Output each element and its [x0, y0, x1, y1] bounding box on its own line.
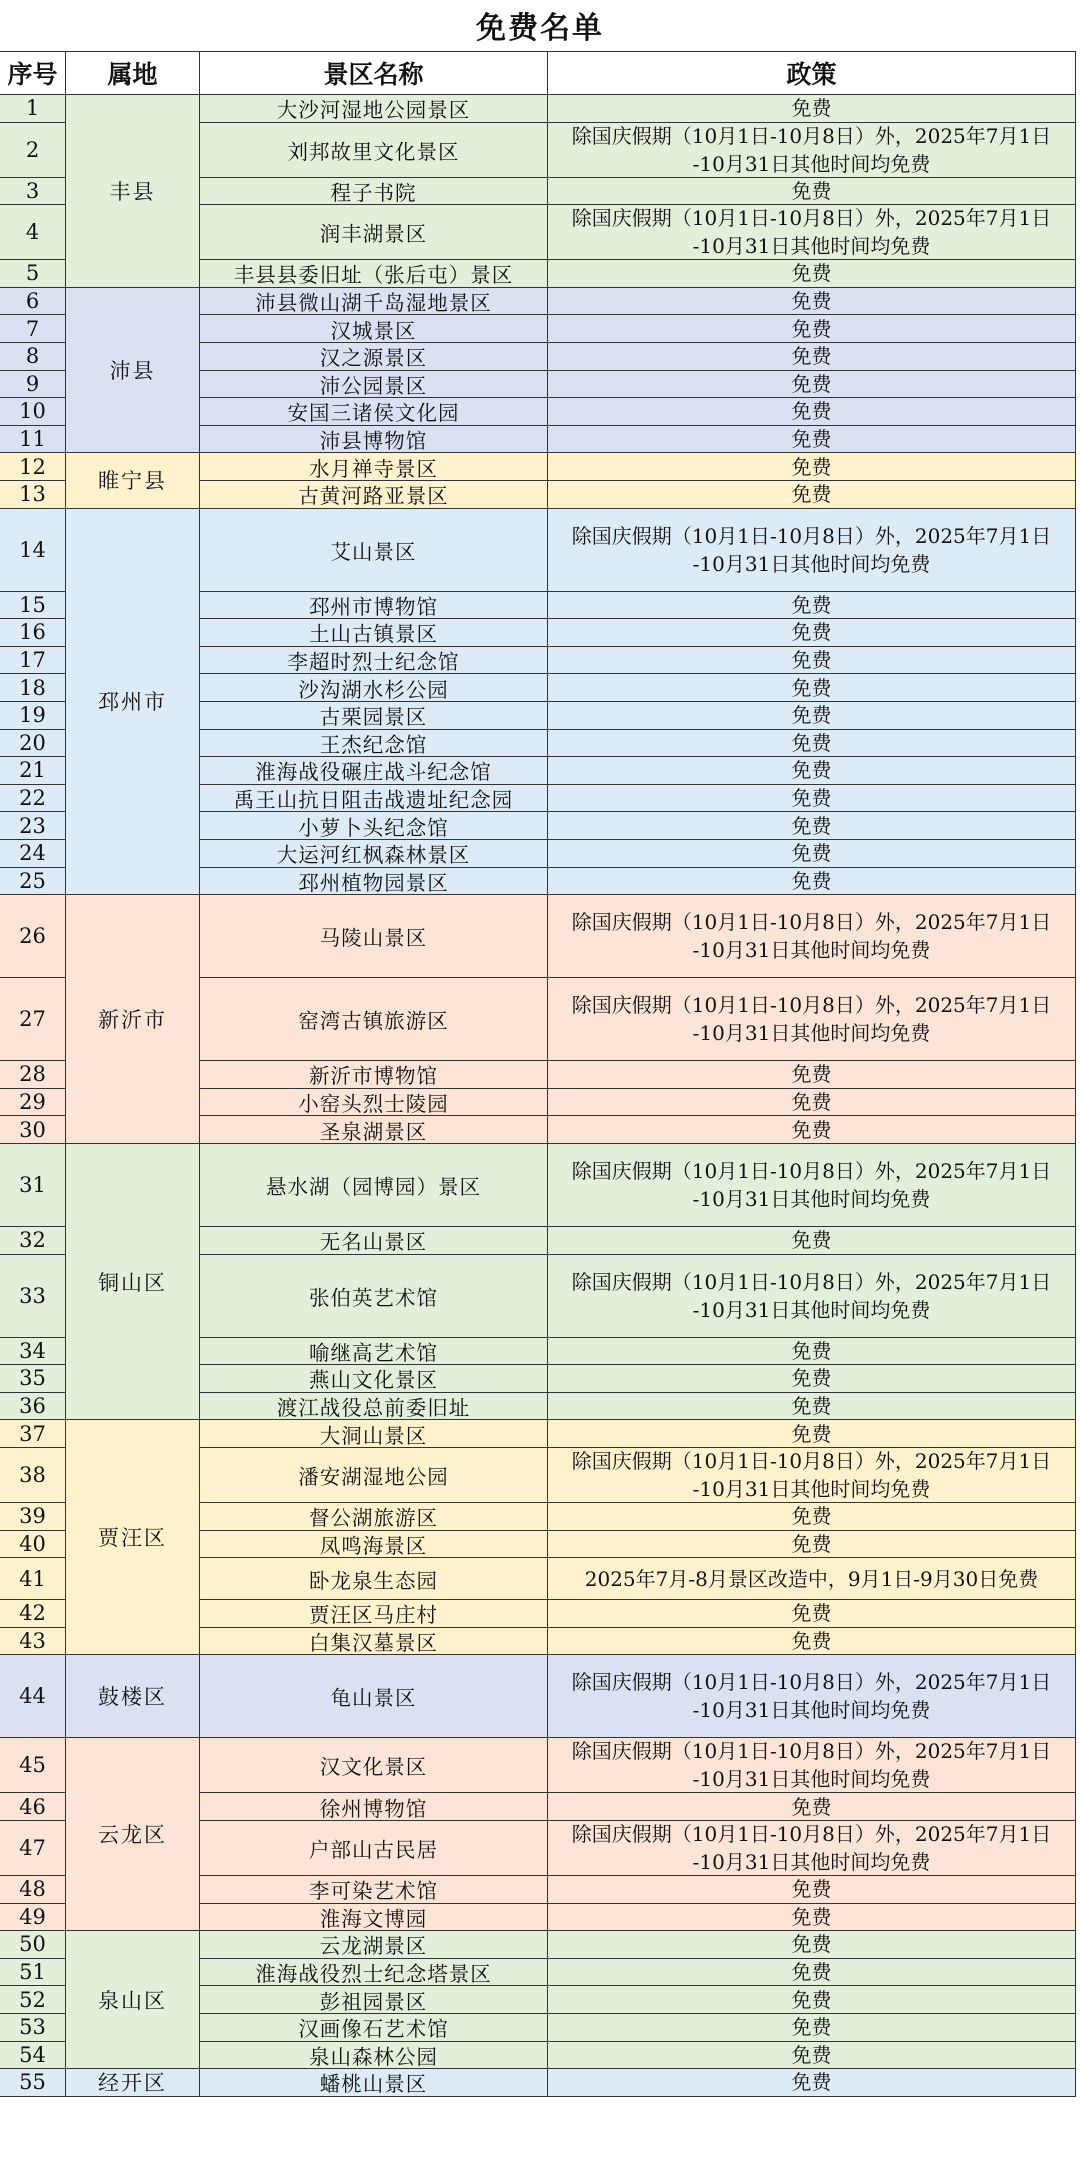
policy-cell [547, 1557, 1076, 1600]
row-index: 1 [0, 94, 66, 123]
region-cell: 鼓楼区 [65, 1654, 200, 1738]
row-index: 30 [0, 1115, 66, 1144]
policy-text: 免费 [791, 813, 832, 838]
scenic-name: 卧龙泉生态园 [199, 1557, 548, 1600]
region-cell: 沛县 [65, 287, 200, 454]
policy-cell [547, 784, 1076, 813]
policy-cell [547, 314, 1076, 343]
region-cell: 经开区 [65, 2068, 200, 2097]
policy-cell [547, 673, 1076, 702]
row-index: 49 [0, 1903, 66, 1932]
policy-text: 除国庆假期（10月1日-10月8日）外，2025年7月1日 [571, 1449, 1052, 1473]
policy-cell [547, 1254, 1076, 1338]
row-index: 38 [0, 1447, 66, 1503]
policy-text: 免费 [791, 1794, 832, 1819]
scenic-name: 蟠桃山景区 [199, 2068, 548, 2097]
policy-text: -10月31日其他时间均免费 [692, 1698, 931, 1723]
row-index: 41 [0, 1557, 66, 1600]
row-index: 28 [0, 1060, 66, 1089]
policy-text: 免费 [791, 868, 832, 893]
row-index: 53 [0, 2013, 66, 2042]
region-cell: 新沂市 [65, 894, 200, 1144]
scenic-name: 大运河红枫森林景区 [199, 839, 548, 868]
scenic-name: 泉山森林公园 [199, 2041, 548, 2070]
policy-cell [547, 287, 1076, 316]
row-index: 36 [0, 1392, 66, 1421]
policy-cell [547, 867, 1076, 896]
row-index: 29 [0, 1088, 66, 1117]
scenic-name: 悬水湖（园博园）景区 [199, 1143, 548, 1227]
scenic-name: 新沂市博物馆 [199, 1060, 548, 1089]
policy-cell [547, 701, 1076, 730]
scenic-name: 淮海战役烈士纪念塔景区 [199, 1958, 548, 1987]
scenic-name: 润丰湖景区 [199, 204, 548, 260]
scenic-name: 古黄河路亚景区 [199, 480, 548, 509]
policy-text: 2025年7月-8月景区改造中，9月1日-9月30日免费 [584, 1566, 1039, 1591]
row-index: 21 [0, 756, 66, 785]
policy-text: 除国庆假期（10月1日-10月8日）外，2025年7月1日 [571, 1269, 1052, 1294]
policy-text: -10月31日其他时间均免费 [692, 551, 931, 576]
policy-cell [547, 1447, 1076, 1503]
policy-cell [547, 729, 1076, 758]
scenic-name: 小窑头烈士陵园 [199, 1088, 548, 1117]
header-policy: 政策 [547, 51, 1076, 95]
row-index: 34 [0, 1337, 66, 1366]
row-index: 18 [0, 673, 66, 702]
policy-text: 免费 [791, 758, 832, 783]
policy-text: 免费 [791, 1394, 832, 1419]
scenic-name: 张伯英艺术馆 [199, 1254, 548, 1338]
policy-text: -10月31日其他时间均免费 [692, 938, 931, 963]
row-index: 31 [0, 1143, 66, 1227]
scenic-name: 刘邦故里文化景区 [199, 122, 548, 178]
policy-text: 免费 [791, 178, 832, 203]
policy-cell [547, 480, 1076, 509]
policy-text: 免费 [791, 1601, 832, 1626]
scenic-name: 马陵山景区 [199, 894, 548, 978]
header-scenic-name: 景区名称 [199, 51, 548, 95]
page-title: 免费名单 [476, 11, 604, 46]
policy-text: 免费 [791, 1531, 832, 1556]
policy-text: 免费 [791, 1421, 832, 1446]
scenic-name: 潘安湖湿地公园 [199, 1447, 548, 1503]
policy-text: 免费 [791, 482, 832, 507]
policy-cell [547, 1060, 1076, 1089]
policy-text: 免费 [791, 2042, 832, 2067]
policy-cell [547, 811, 1076, 840]
scenic-name: 燕山文化景区 [199, 1364, 548, 1393]
policy-cell [547, 1392, 1076, 1421]
row-index: 54 [0, 2041, 66, 2070]
scenic-name: 大洞山景区 [199, 1419, 548, 1448]
scenic-name: 汉文化景区 [199, 1737, 548, 1793]
policy-text: 除国庆假期（10月1日-10月8日）外，2025年7月1日 [571, 206, 1052, 231]
policy-text: 除国庆假期（10月1日-10月8日）外，2025年7月1日 [571, 523, 1052, 548]
policy-text: 免费 [791, 344, 832, 369]
policy-text: 免费 [791, 620, 832, 645]
scenic-name: 云龙湖景区 [199, 1930, 548, 1959]
region-cell: 贾汪区 [65, 1419, 200, 1655]
scenic-name: 淮海文博园 [199, 1903, 548, 1932]
policy-text: -10月31日其他时间均免费 [692, 151, 931, 176]
policy-text: 免费 [791, 399, 832, 424]
policy-text: 除国庆假期（10月1日-10月8日）外，2025年7月1日 [571, 123, 1052, 148]
policy-text: -10月31日其他时间均免费 [692, 1850, 931, 1874]
policy-text: 除国庆假期（10月1日-10月8日）外，2025年7月1日 [571, 1159, 1052, 1183]
policy-cell [547, 122, 1076, 178]
row-index: 47 [0, 1820, 66, 1876]
policy-text: 除国庆假期（10月1日-10月8日）外，2025年7月1日 [571, 910, 1052, 935]
scenic-name: 禹王山抗日阻击战遗址纪念园 [199, 784, 548, 813]
policy-cell [547, 1599, 1076, 1628]
scenic-name: 邳州植物园景区 [199, 867, 548, 896]
policy-cell [547, 1958, 1076, 1987]
scenic-name: 督公湖旅游区 [199, 1502, 548, 1531]
policy-text: 免费 [791, 648, 832, 673]
scenic-name: 喻继高艺术馆 [199, 1337, 548, 1366]
scenic-name: 李超时烈士纪念馆 [199, 646, 548, 675]
scenic-name: 户部山古民居 [199, 1820, 548, 1876]
policy-text: 免费 [791, 1117, 832, 1142]
row-index: 9 [0, 370, 66, 399]
policy-cell [547, 370, 1076, 399]
scenic-name: 大沙河湿地公园景区 [199, 94, 548, 123]
scenic-name: 丰县县委旧址（张后屯）景区 [199, 259, 548, 288]
row-index: 15 [0, 591, 66, 620]
region-cell: 睢宁县 [65, 452, 200, 508]
row-index: 5 [0, 259, 66, 288]
policy-text: 免费 [791, 316, 832, 341]
row-index: 35 [0, 1364, 66, 1393]
row-index: 12 [0, 452, 66, 481]
row-index: 22 [0, 784, 66, 813]
row-index: 10 [0, 397, 66, 426]
row-index: 24 [0, 839, 66, 868]
policy-cell [547, 618, 1076, 647]
row-index: 13 [0, 480, 66, 509]
policy-text: 免费 [791, 1090, 832, 1115]
policy-cell [547, 1530, 1076, 1559]
policy-text: -10月31日其他时间均免费 [692, 1187, 931, 1211]
scenic-name: 淮海战役碾庄战斗纪念馆 [199, 756, 548, 785]
scenic-name: 古栗园景区 [199, 701, 548, 730]
policy-text: 除国庆假期（10月1日-10月8日）外，2025年7月1日 [571, 993, 1052, 1018]
row-index: 17 [0, 646, 66, 675]
scenic-name: 安国三诸侯文化园 [199, 397, 548, 426]
region-cell: 丰县 [65, 94, 200, 288]
scenic-name: 汉之源景区 [199, 342, 548, 371]
policy-text: 免费 [791, 289, 832, 314]
policy-text: 免费 [791, 261, 832, 286]
policy-cell [547, 342, 1076, 371]
policy-cell [547, 1903, 1076, 1932]
policy-cell [547, 1088, 1076, 1117]
policy-text: 免费 [791, 1877, 832, 1902]
policy-text: -10月31日其他时间均免费 [692, 1297, 931, 1322]
scenic-name: 彭祖园景区 [199, 1985, 548, 2014]
row-index: 40 [0, 1530, 66, 1559]
scenic-name: 圣泉湖景区 [199, 1115, 548, 1144]
row-index: 19 [0, 701, 66, 730]
scenic-name: 渡江战役总前委旧址 [199, 1392, 548, 1421]
header-region: 属地 [65, 51, 200, 95]
row-index: 50 [0, 1930, 66, 1959]
row-index: 55 [0, 2068, 66, 2097]
policy-cell [547, 1930, 1076, 1959]
policy-text: 免费 [791, 2070, 832, 2095]
row-index: 4 [0, 204, 66, 260]
policy-text: 免费 [791, 1228, 832, 1253]
region-cell: 铜山区 [65, 1143, 200, 1420]
policy-text: -10月31日其他时间均免费 [692, 1021, 931, 1046]
scenic-name: 龟山景区 [199, 1654, 548, 1738]
row-index: 16 [0, 618, 66, 647]
scenic-name: 小萝卜头纪念馆 [199, 811, 548, 840]
row-index: 43 [0, 1627, 66, 1656]
policy-text: 免费 [791, 1960, 832, 1985]
policy-text: -10月31日其他时间均免费 [692, 1477, 931, 1501]
policy-text: 除国庆假期（10月1日-10月8日）外，2025年7月1日 [571, 1822, 1052, 1846]
policy-text: 免费 [791, 371, 832, 396]
policy-cell [547, 646, 1076, 675]
policy-text: 免费 [791, 454, 832, 479]
scenic-name: 邳州市博物馆 [199, 591, 548, 620]
row-index: 39 [0, 1502, 66, 1531]
policy-cell [547, 94, 1076, 123]
policy-text: 免费 [791, 1366, 832, 1391]
scenic-name: 沛县博物馆 [199, 425, 548, 454]
policy-cell [547, 1364, 1076, 1393]
policy-text: 免费 [791, 1504, 832, 1529]
scenic-name: 沛县微山湖千岛湿地景区 [199, 287, 548, 316]
policy-cell [547, 1737, 1076, 1793]
policy-cell [547, 397, 1076, 426]
policy-text: 免费 [791, 1629, 832, 1654]
region-cell: 泉山区 [65, 1930, 200, 2069]
scenic-name: 徐州博物馆 [199, 1792, 548, 1821]
policy-cell [547, 1654, 1076, 1738]
row-index: 3 [0, 177, 66, 206]
policy-cell [547, 177, 1076, 206]
policy-cell [547, 1985, 1076, 2014]
policy-text: 免费 [791, 1338, 832, 1363]
policy-cell [547, 1820, 1076, 1876]
row-index: 37 [0, 1419, 66, 1448]
region-cell: 邳州市 [65, 508, 200, 896]
policy-text: 免费 [791, 1062, 832, 1087]
scenic-name: 水月禅寺景区 [199, 452, 548, 481]
policy-cell [547, 508, 1076, 592]
scenic-name: 无名山景区 [199, 1226, 548, 1255]
policy-cell [547, 894, 1076, 978]
scenic-name: 艾山景区 [199, 508, 548, 592]
row-index: 23 [0, 811, 66, 840]
row-index: 45 [0, 1737, 66, 1793]
policy-text: 除国庆假期（10月1日-10月8日）外，2025年7月1日 [571, 1739, 1052, 1764]
row-index: 51 [0, 1958, 66, 1987]
row-index: 2 [0, 122, 66, 178]
row-index: 11 [0, 425, 66, 454]
policy-text: -10月31日其他时间均免费 [692, 1767, 931, 1792]
row-index: 26 [0, 894, 66, 978]
region-cell: 云龙区 [65, 1737, 200, 1931]
policy-cell [547, 591, 1076, 620]
scenic-name: 王杰纪念馆 [199, 729, 548, 758]
policy-text: 免费 [791, 1987, 832, 2012]
policy-cell [547, 1792, 1076, 1821]
policy-cell [547, 977, 1076, 1061]
row-index: 46 [0, 1792, 66, 1821]
policy-text: 免费 [791, 675, 832, 700]
scenic-name: 凤鸣海景区 [199, 1530, 548, 1559]
row-index: 32 [0, 1226, 66, 1255]
policy-text: 免费 [791, 703, 832, 728]
row-index: 48 [0, 1875, 66, 1904]
policy-text: 免费 [791, 730, 832, 755]
policy-text: 除国庆假期（10月1日-10月8日）外，2025年7月1日 [571, 1670, 1052, 1695]
policy-cell [547, 452, 1076, 481]
scenic-name: 沙沟湖水杉公园 [199, 673, 548, 702]
policy-text: 免费 [791, 786, 832, 811]
policy-text: 免费 [791, 592, 832, 617]
policy-cell [547, 1502, 1076, 1531]
row-index: 33 [0, 1254, 66, 1338]
scenic-name: 汉城景区 [199, 314, 548, 343]
policy-cell [547, 1143, 1076, 1227]
scenic-name: 李可染艺术馆 [199, 1875, 548, 1904]
policy-cell [547, 204, 1076, 260]
policy-cell [547, 2041, 1076, 2070]
scenic-name: 白集汉墓景区 [199, 1627, 548, 1656]
scenic-name: 沛公园景区 [199, 370, 548, 399]
scenic-name: 贾汪区马庄村 [199, 1599, 548, 1628]
policy-text: 免费 [791, 841, 832, 866]
policy-text: 免费 [791, 1932, 832, 1957]
policy-cell [547, 1875, 1076, 1904]
row-index: 20 [0, 729, 66, 758]
row-index: 52 [0, 1985, 66, 2014]
row-index: 44 [0, 1654, 66, 1738]
policy-cell [547, 756, 1076, 785]
policy-cell [547, 425, 1076, 454]
row-index: 8 [0, 342, 66, 371]
row-index: 27 [0, 977, 66, 1061]
header-index: 序号 [0, 51, 66, 95]
row-index: 6 [0, 287, 66, 316]
policy-cell [547, 1627, 1076, 1656]
row-index: 42 [0, 1599, 66, 1628]
policy-text: 免费 [791, 2015, 832, 2040]
scenic-name: 汉画像石艺术馆 [199, 2013, 548, 2042]
policy-text: 免费 [791, 1904, 832, 1929]
scenic-name: 程子书院 [199, 177, 548, 206]
policy-cell [547, 1226, 1076, 1255]
policy-cell [547, 1419, 1076, 1448]
policy-cell [547, 2068, 1076, 2097]
row-index: 25 [0, 867, 66, 896]
policy-cell [547, 839, 1076, 868]
policy-cell [547, 1115, 1076, 1144]
policy-cell [547, 259, 1076, 288]
policy-cell [547, 1337, 1076, 1366]
row-index: 7 [0, 314, 66, 343]
scenic-name: 土山古镇景区 [199, 618, 548, 647]
policy-cell [547, 2013, 1076, 2042]
scenic-name: 窑湾古镇旅游区 [199, 977, 548, 1061]
policy-text: 免费 [791, 427, 832, 452]
policy-text: 免费 [791, 96, 832, 121]
policy-text: -10月31日其他时间均免费 [692, 234, 931, 259]
row-index: 14 [0, 508, 66, 592]
